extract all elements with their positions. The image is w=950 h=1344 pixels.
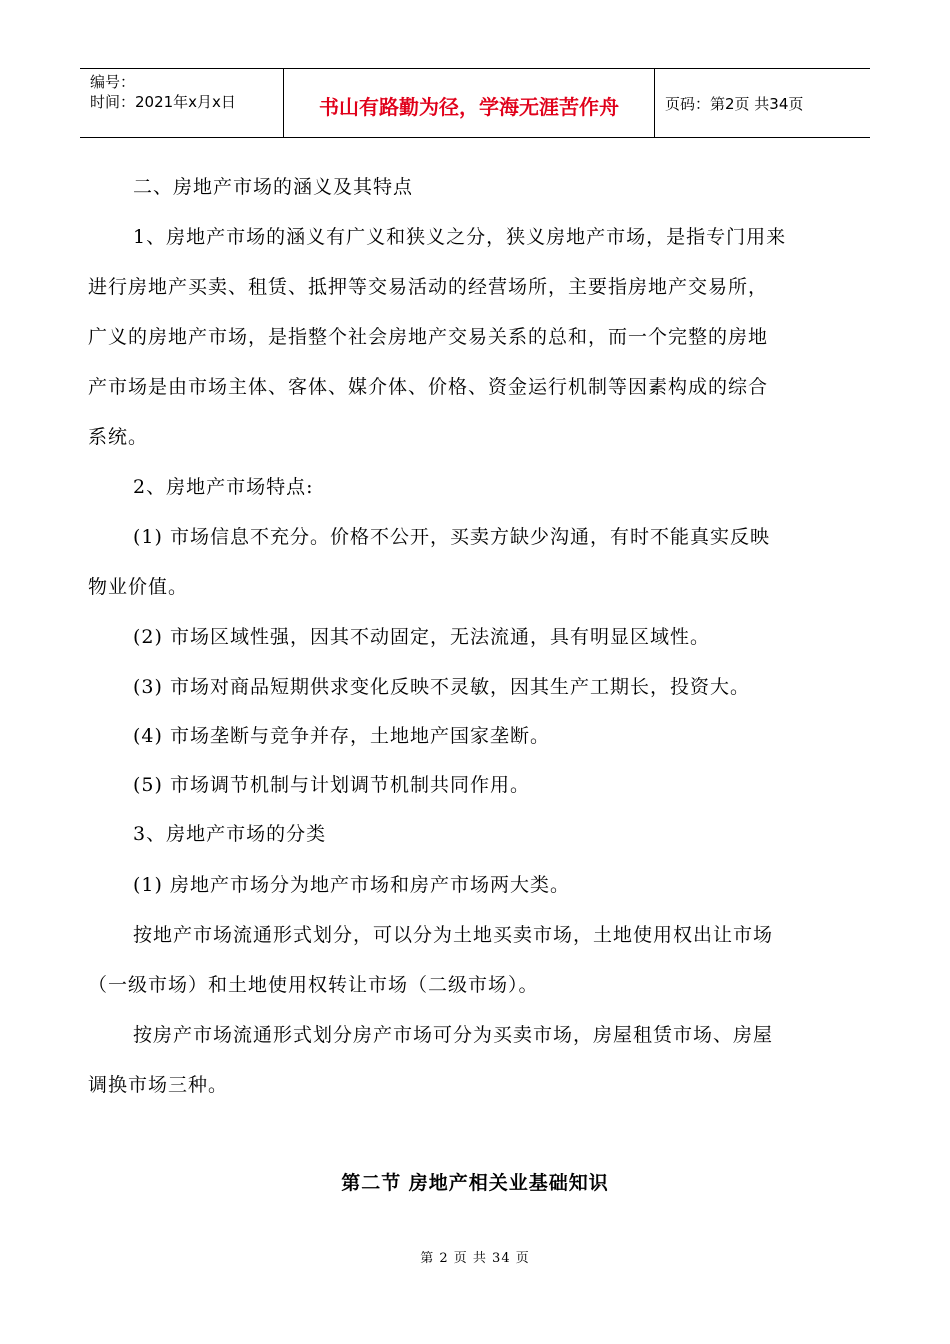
page-info: 页码：第2页 共34页 [665,95,804,113]
page-header [80,68,870,138]
list-item: (3) 市场对商品短期供求变化反映不灵敏，因其生产工期长，投资大。 [133,676,750,698]
header-page-cell [655,69,870,137]
time-label: 时间：2021年x月x日 [90,93,236,111]
list-item-continuation: 物业价值。 [88,576,189,598]
section-heading: 二、房地产市场的涵义及其特点 [133,176,414,198]
paragraph-line: 调换市场三种。 [88,1074,229,1096]
motto-text: 书山有路勤为径，学海无涯苦作舟 [319,95,619,119]
list-item: (1) 房地产市场分为地产市场和房产市场两大类。 [133,874,570,896]
paragraph-line: 产市场是由市场主体、客体、媒介体、价格、资金运行机制等因素构成的综合 [88,376,769,398]
paragraph-line: 进行房地产买卖、租赁、抵押等交易活动的经营场所，主要指房地产交易所， [88,276,769,298]
page-footer: 第 2 页 共 34 页 [420,1251,530,1266]
list-item: (5) 市场调节机制与计划调节机制共同作用。 [133,774,530,796]
list-item: (2) 市场区域性强，因其不动固定，无法流通，具有明显区域性。 [133,626,710,648]
list-item: (4) 市场垄断与竞争并存，土地地产国家垄断。 [133,725,550,747]
paragraph-line: （一级市场）和土地使用权转让市场（二级市场）。 [88,974,539,996]
paragraph-line: 1、房地产市场的涵义有广义和狭义之分，狭义房地产市场，是指专门用来 [133,226,787,248]
section-title: 第二节 房地产相关业基础知识 [341,1172,609,1194]
paragraph-line: 按房产市场流通形式划分房产市场可分为买卖市场，房屋租赁市场、房屋 [133,1024,774,1046]
list-item: (1) 市场信息不充分。价格不公开，买卖方缺少沟通，有时不能真实反映 [133,526,770,548]
number-label: 编号： [90,73,136,91]
paragraph-line: 系统。 [88,426,149,448]
paragraph-line: 广义的房地产市场，是指整个社会房地产交易关系的总和，而一个完整的房地 [88,326,769,348]
header-motto-cell [284,69,655,137]
paragraph-line: 3、房地产市场的分类 [133,823,327,845]
paragraph-line: 2、房地产市场特点: [133,476,314,498]
header-meta [80,69,284,137]
paragraph-line: 按地产市场流通形式划分，可以分为土地买卖市场，土地使用权出让市场 [133,924,774,946]
